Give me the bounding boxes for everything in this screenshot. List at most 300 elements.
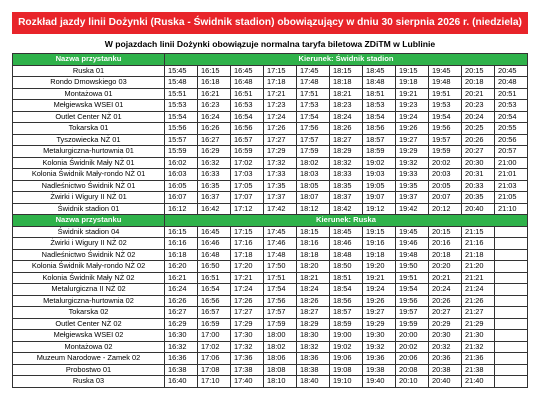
stop-name: Ruska 03 <box>13 376 165 388</box>
departure-time: 17:54 <box>297 111 330 123</box>
table-row <box>13 249 528 261</box>
departure-time: 17:23 <box>264 100 297 112</box>
departure-time: 16:26 <box>198 123 231 135</box>
departure-time: 19:16 <box>363 238 396 250</box>
departure-time: 20:18 <box>429 249 462 261</box>
departure-time: 20:56 <box>495 134 528 146</box>
timetable <box>12 53 528 388</box>
departure-time: 19:02 <box>363 157 396 169</box>
stop-name: Kolonia Świdnik Mały NŻ 01 <box>13 157 165 169</box>
departure-time: 16:24 <box>198 111 231 123</box>
departure-time: 18:46 <box>330 238 363 250</box>
departure-time: 16:29 <box>198 146 231 158</box>
departure-time: 20:45 <box>495 65 528 77</box>
stop-name: Ruska 01 <box>13 65 165 77</box>
departure-time: 19:46 <box>396 238 429 250</box>
departure-time: 20:02 <box>396 341 429 353</box>
departure-time: 17:07 <box>231 192 264 204</box>
departure-time: 19:53 <box>429 100 462 112</box>
tariff-note: W pojazdach linii Dożynki obowiązuje normalna taryfa biletowa ZDiTM w Lublinie <box>104 39 436 49</box>
departure-time: 17:48 <box>264 249 297 261</box>
departure-time: 18:32 <box>330 157 363 169</box>
departure-time: 18:27 <box>330 134 363 146</box>
table-row <box>13 226 528 238</box>
departure-time: 17:32 <box>231 341 264 353</box>
table-row <box>13 203 528 215</box>
departure-time: 20:27 <box>462 146 495 158</box>
departure-time: 17:08 <box>198 364 231 376</box>
departure-time: 16:33 <box>198 169 231 181</box>
departure-time: 18:06 <box>264 353 297 365</box>
departure-time: 16:59 <box>198 318 231 330</box>
table-row <box>13 364 528 376</box>
departure-time: 21:38 <box>462 364 495 376</box>
departure-time: 21:26 <box>462 295 495 307</box>
departure-time <box>495 307 528 319</box>
table-row <box>13 169 528 181</box>
departure-time: 18:40 <box>297 376 330 388</box>
departure-time <box>495 261 528 273</box>
departure-time: 17:40 <box>231 376 264 388</box>
departure-time: 20:40 <box>462 203 495 215</box>
departure-time: 17:26 <box>264 123 297 135</box>
departure-time: 17:21 <box>231 272 264 284</box>
departure-time: 16:48 <box>198 249 231 261</box>
departure-time: 18:45 <box>363 65 396 77</box>
stop-name: Montażowa 02 <box>13 341 165 353</box>
departure-time: 19:24 <box>396 111 429 123</box>
departure-time: 18:26 <box>330 123 363 135</box>
stop-name: Żwirki i Wigury II NŻ 02 <box>13 238 165 250</box>
departure-time: 17:54 <box>264 284 297 296</box>
departure-time: 16:35 <box>198 180 231 192</box>
departure-time: 16:15 <box>198 65 231 77</box>
departure-time: 19:21 <box>396 88 429 100</box>
departure-time: 18:15 <box>330 65 363 77</box>
departure-time: 19:08 <box>330 364 363 376</box>
departure-time: 20:23 <box>462 100 495 112</box>
departure-time: 17:51 <box>297 88 330 100</box>
departure-time: 19:48 <box>429 77 462 89</box>
stop-name: Kolonia Świdnik Mały-rondo NŻ 01 <box>13 169 165 181</box>
stop-name: Tokarska 02 <box>13 307 165 319</box>
departure-time: 18:18 <box>330 77 363 89</box>
stop-name: Outlet Center NŻ 01 <box>13 111 165 123</box>
departure-time: 18:26 <box>297 295 330 307</box>
departure-time: 20:29 <box>429 318 462 330</box>
departure-time <box>495 249 528 261</box>
departure-time: 16:40 <box>165 376 198 388</box>
departure-time: 17:46 <box>264 238 297 250</box>
departure-time: 15:48 <box>165 77 198 89</box>
departure-time: 16:18 <box>198 77 231 89</box>
departure-time: 17:02 <box>231 157 264 169</box>
departure-time: 17:27 <box>231 307 264 319</box>
departure-time: 19:27 <box>363 307 396 319</box>
departure-time: 19:33 <box>396 169 429 181</box>
departure-time: 19:59 <box>396 318 429 330</box>
departure-time: 17:37 <box>264 192 297 204</box>
departure-time: 20:18 <box>462 77 495 89</box>
departure-time: 16:29 <box>165 318 198 330</box>
departure-time: 17:59 <box>297 146 330 158</box>
departure-time: 19:42 <box>396 203 429 215</box>
departure-time: 16:27 <box>198 134 231 146</box>
departure-time: 16:30 <box>165 330 198 342</box>
stop-name-header: Nazwa przystanku <box>13 215 165 227</box>
departure-time: 18:38 <box>297 364 330 376</box>
departure-time: 21:29 <box>462 318 495 330</box>
departure-time: 20:05 <box>429 180 462 192</box>
stop-name: Tokarska 01 <box>13 123 165 135</box>
departure-time: 20:21 <box>462 88 495 100</box>
departure-time <box>495 295 528 307</box>
departure-time: 17:05 <box>231 180 264 192</box>
departure-time: 17:45 <box>264 226 297 238</box>
departure-time: 17:20 <box>231 261 264 273</box>
departure-time: 18:18 <box>297 249 330 261</box>
departure-time: 16:21 <box>165 272 198 284</box>
departure-time: 21:18 <box>462 249 495 261</box>
departure-time: 19:32 <box>363 341 396 353</box>
departure-time: 19:10 <box>330 376 363 388</box>
departure-time: 20:33 <box>462 180 495 192</box>
stop-name: Metalurgiczna-hurtownia 02 <box>13 295 165 307</box>
departure-time: 17:57 <box>297 134 330 146</box>
stop-name: Nadleśnictwo Świdnik NŻ 02 <box>13 249 165 261</box>
departure-time: 17:29 <box>231 318 264 330</box>
stop-name: Nadleśnictwo Świdnik NŻ 01 <box>13 180 165 192</box>
departure-time: 16:51 <box>198 272 231 284</box>
departure-time: 20:53 <box>495 100 528 112</box>
section-header <box>13 215 528 227</box>
table-row <box>13 123 528 135</box>
departure-time <box>495 341 528 353</box>
departure-time: 19:20 <box>363 261 396 273</box>
departure-time: 17:00 <box>198 330 231 342</box>
departure-time: 19:45 <box>429 65 462 77</box>
departure-time: 17:56 <box>264 295 297 307</box>
departure-time: 20:51 <box>495 88 528 100</box>
departure-time: 16:18 <box>165 249 198 261</box>
departure-time: 19:27 <box>396 134 429 146</box>
departure-time: 16:46 <box>198 238 231 250</box>
departure-time: 16:57 <box>231 134 264 146</box>
departure-time: 16:02 <box>165 157 198 169</box>
stop-name: Mełgiewska WSEI 02 <box>13 330 165 342</box>
departure-time: 18:51 <box>363 88 396 100</box>
departure-time: 16:32 <box>198 157 231 169</box>
departure-time: 18:59 <box>363 146 396 158</box>
departure-time: 17:29 <box>264 146 297 158</box>
departure-time: 16:32 <box>165 341 198 353</box>
departure-time: 20:15 <box>462 65 495 77</box>
table-row <box>13 330 528 342</box>
departure-time: 20:06 <box>396 353 429 365</box>
departure-time: 21:00 <box>495 157 528 169</box>
departure-time: 17:16 <box>231 238 264 250</box>
stop-name: Tyszowiecka NŻ 01 <box>13 134 165 146</box>
departure-time: 19:21 <box>363 272 396 284</box>
departure-time: 19:37 <box>396 192 429 204</box>
departure-time: 18:30 <box>297 330 330 342</box>
departure-time: 20:15 <box>429 226 462 238</box>
stop-name-header: Nazwa przystanku <box>13 54 165 66</box>
departure-time <box>495 284 528 296</box>
departure-time: 18:45 <box>330 226 363 238</box>
departure-time: 19:26 <box>363 295 396 307</box>
departure-time: 20:54 <box>495 111 528 123</box>
departure-time: 17:38 <box>231 364 264 376</box>
departure-time: 20:20 <box>429 261 462 273</box>
departure-time: 21:30 <box>462 330 495 342</box>
departure-time: 19:40 <box>363 376 396 388</box>
departure-time: 18:57 <box>363 134 396 146</box>
departure-time: 17:53 <box>297 100 330 112</box>
departure-time: 20:24 <box>429 284 462 296</box>
departure-time: 16:54 <box>231 111 264 123</box>
departure-time: 18:03 <box>297 169 330 181</box>
departure-time <box>495 353 528 365</box>
departure-time: 18:23 <box>330 100 363 112</box>
departure-time: 16:21 <box>198 88 231 100</box>
departure-time: 21:15 <box>462 226 495 238</box>
departure-time: 19:36 <box>363 353 396 365</box>
departure-time: 15:51 <box>165 88 198 100</box>
departure-time: 19:24 <box>363 284 396 296</box>
departure-time: 18:08 <box>264 364 297 376</box>
departure-time: 17:56 <box>297 123 330 135</box>
departure-time: 18:24 <box>297 284 330 296</box>
stop-name: Mełgiewska WSEI 01 <box>13 100 165 112</box>
stop-name: Kolonia Świdnik Mały NŻ 02 <box>13 272 165 284</box>
departure-time: 19:00 <box>330 330 363 342</box>
departure-time: 18:05 <box>297 180 330 192</box>
departure-time: 18:36 <box>297 353 330 365</box>
departure-time: 18:56 <box>363 123 396 135</box>
departure-time: 18:57 <box>330 307 363 319</box>
departure-time: 18:33 <box>330 169 363 181</box>
departure-time: 20:10 <box>396 376 429 388</box>
departure-time: 19:56 <box>429 123 462 135</box>
departure-time: 20:24 <box>462 111 495 123</box>
departure-time: 17:18 <box>264 77 297 89</box>
departure-time: 19:38 <box>363 364 396 376</box>
departure-time: 17:32 <box>264 157 297 169</box>
departure-time: 15:45 <box>165 65 198 77</box>
departure-time: 18:54 <box>330 284 363 296</box>
departure-time: 18:51 <box>330 272 363 284</box>
departure-time: 21:16 <box>462 238 495 250</box>
departure-time: 21:01 <box>495 169 528 181</box>
departure-time: 18:12 <box>297 203 330 215</box>
departure-time: 18:35 <box>330 180 363 192</box>
departure-time: 19:57 <box>396 307 429 319</box>
departure-time: 16:56 <box>231 123 264 135</box>
departure-time: 17:12 <box>231 203 264 215</box>
departure-time: 19:30 <box>363 330 396 342</box>
departure-time: 19:05 <box>363 180 396 192</box>
departure-time <box>495 238 528 250</box>
stop-name: Metalurgiczna-hurtownia 01 <box>13 146 165 158</box>
departure-time: 17:27 <box>264 134 297 146</box>
departure-time: 18:48 <box>363 77 396 89</box>
departure-time: 20:38 <box>429 364 462 376</box>
table-row <box>13 192 528 204</box>
departure-time: 21:10 <box>495 203 528 215</box>
departure-time: 19:50 <box>396 261 429 273</box>
departure-time: 18:00 <box>264 330 297 342</box>
departure-time: 16:48 <box>231 77 264 89</box>
departure-time: 17:33 <box>264 169 297 181</box>
table-row <box>13 318 528 330</box>
departure-time: 19:29 <box>363 318 396 330</box>
departure-time: 21:27 <box>462 307 495 319</box>
departure-time: 16:26 <box>165 295 198 307</box>
departure-time: 19:26 <box>396 123 429 135</box>
departure-time <box>495 226 528 238</box>
stop-name: Świdnik stadion 01 <box>13 203 165 215</box>
departure-time: 21:03 <box>495 180 528 192</box>
departure-time: 16:36 <box>165 353 198 365</box>
departure-time: 17:48 <box>297 77 330 89</box>
departure-time: 19:57 <box>429 134 462 146</box>
departure-time: 16:37 <box>198 192 231 204</box>
table-row <box>13 272 528 284</box>
departure-time: 16:53 <box>231 100 264 112</box>
departure-time: 19:15 <box>363 226 396 238</box>
stop-name: Metalurgiczna II NŻ 02 <box>13 284 165 296</box>
departure-time: 17:10 <box>198 376 231 388</box>
departure-time: 18:54 <box>363 111 396 123</box>
departure-time: 18:07 <box>297 192 330 204</box>
stop-name: Probostwo 01 <box>13 364 165 376</box>
departure-time: 17:45 <box>297 65 330 77</box>
departure-time: 19:12 <box>363 203 396 215</box>
departure-time: 16:16 <box>165 238 198 250</box>
table-row <box>13 295 528 307</box>
departure-time: 18:29 <box>330 146 363 158</box>
departure-time: 16:27 <box>165 307 198 319</box>
departure-time: 21:24 <box>462 284 495 296</box>
departure-time: 16:57 <box>198 307 231 319</box>
table-row <box>13 65 528 77</box>
departure-time: 19:48 <box>396 249 429 261</box>
table-row <box>13 88 528 100</box>
departure-time: 16:12 <box>165 203 198 215</box>
departure-time: 17:57 <box>264 307 297 319</box>
departure-time: 19:59 <box>429 146 462 158</box>
departure-time: 19:51 <box>396 272 429 284</box>
departure-time: 16:03 <box>165 169 198 181</box>
departure-time: 19:15 <box>396 65 429 77</box>
departure-time: 19:18 <box>396 77 429 89</box>
table-row <box>13 353 528 365</box>
departure-time: 20:48 <box>495 77 528 89</box>
departure-time: 17:30 <box>231 330 264 342</box>
departure-time: 17:24 <box>264 111 297 123</box>
departure-time: 18:20 <box>297 261 330 273</box>
departure-time: 18:48 <box>330 249 363 261</box>
departure-time: 15:54 <box>165 111 198 123</box>
departure-time: 20:08 <box>396 364 429 376</box>
departure-time: 18:32 <box>297 341 330 353</box>
departure-time: 18:56 <box>330 295 363 307</box>
departure-time: 21:05 <box>495 192 528 204</box>
departure-time: 17:59 <box>264 318 297 330</box>
stop-name: Świdnik stadion 04 <box>13 226 165 238</box>
departure-time: 19:32 <box>396 157 429 169</box>
departure-time: 17:21 <box>264 88 297 100</box>
stop-name: Muzeum Narodowe - Zamek 02 <box>13 353 165 365</box>
departure-time: 19:06 <box>330 353 363 365</box>
stop-name: Montażowa 01 <box>13 88 165 100</box>
table-row <box>13 307 528 319</box>
table-row <box>13 100 528 112</box>
departure-time: 18:02 <box>297 157 330 169</box>
departure-time: 16:54 <box>198 284 231 296</box>
departure-time: 17:50 <box>264 261 297 273</box>
departure-time: 20:26 <box>462 134 495 146</box>
departure-time: 19:45 <box>396 226 429 238</box>
table-row <box>13 341 528 353</box>
departure-time: 20:40 <box>429 376 462 388</box>
departure-time: 16:45 <box>231 65 264 77</box>
departure-time: 18:10 <box>264 376 297 388</box>
departure-time: 16:51 <box>231 88 264 100</box>
departure-time: 16:23 <box>198 100 231 112</box>
departure-time: 21:20 <box>462 261 495 273</box>
departure-time: 21:36 <box>462 353 495 365</box>
departure-time: 18:02 <box>264 341 297 353</box>
departure-time: 21:40 <box>462 376 495 388</box>
departure-time: 16:56 <box>198 295 231 307</box>
departure-time: 19:03 <box>363 169 396 181</box>
departure-time: 18:37 <box>330 192 363 204</box>
stop-name: Kolonia Świdnik Mały-rondo NŻ 02 <box>13 261 165 273</box>
departure-time: 17:15 <box>231 226 264 238</box>
departure-time: 17:51 <box>264 272 297 284</box>
departure-time: 17:35 <box>264 180 297 192</box>
departure-time <box>495 318 528 330</box>
page-title: Rozkład jazdy linii Dożynki (Ruska - Świdnik stadion) obowiązujący w dniu 30 sierpnia 2026 r. (niedziela) <box>12 12 528 34</box>
departure-time: 18:42 <box>330 203 363 215</box>
departure-time: 16:20 <box>165 261 198 273</box>
departure-time: 19:29 <box>396 146 429 158</box>
departure-time: 17:02 <box>198 341 231 353</box>
departure-time: 19:02 <box>330 341 363 353</box>
stop-name: Outlet Center NŻ 02 <box>13 318 165 330</box>
departure-time: 20:36 <box>429 353 462 365</box>
departure-time: 18:21 <box>330 88 363 100</box>
direction-header: Kierunek: Ruska <box>165 215 528 227</box>
departure-time <box>495 330 528 342</box>
table-row <box>13 146 528 158</box>
departure-time: 20:12 <box>429 203 462 215</box>
departure-time <box>495 364 528 376</box>
departure-time: 15:57 <box>165 134 198 146</box>
departure-time: 16:38 <box>165 364 198 376</box>
direction-header: Kierunek: Świdnik stadion <box>165 54 528 66</box>
departure-time: 18:59 <box>330 318 363 330</box>
departure-time: 17:15 <box>264 65 297 77</box>
departure-time: 20:27 <box>429 307 462 319</box>
departure-time: 20:03 <box>429 169 462 181</box>
departure-time <box>495 272 528 284</box>
departure-time: 16:45 <box>198 226 231 238</box>
departure-time: 18:21 <box>297 272 330 284</box>
departure-time: 17:42 <box>264 203 297 215</box>
